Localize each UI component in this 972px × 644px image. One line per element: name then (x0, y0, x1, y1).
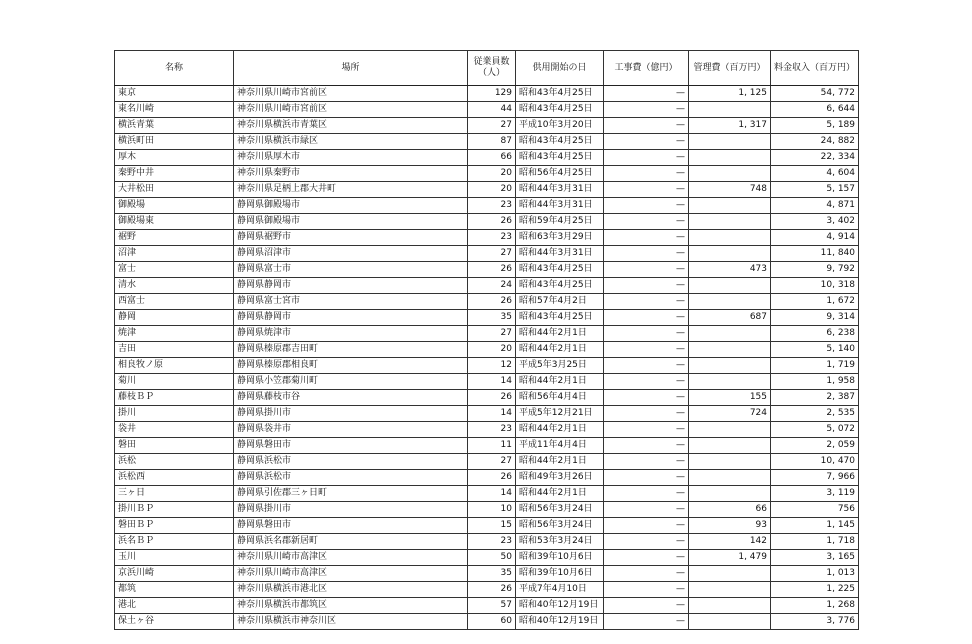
cell-construction-cost: — (604, 198, 689, 214)
cell-construction-cost: — (604, 294, 689, 310)
cell-location: 神奈川県横浜市青葉区 (234, 118, 468, 134)
cell-employees: 27 (468, 454, 516, 470)
cell-toll-revenue: 3, 402 (771, 214, 859, 230)
table-row (115, 230, 859, 246)
cell-name: 菊川 (115, 374, 234, 390)
cell-construction-cost: — (604, 502, 689, 518)
table-row (115, 182, 859, 198)
cell-location: 静岡県御殿場市 (234, 198, 468, 214)
cell-toll-revenue: 1, 145 (771, 518, 859, 534)
cell-management-cost (689, 582, 771, 598)
cell-location: 静岡県袋井市 (234, 422, 468, 438)
cell-opening-date: 平成5年3月25日 (516, 358, 604, 374)
cell-employees: 60 (468, 614, 516, 630)
cell-location: 神奈川県厚木市 (234, 150, 468, 166)
cell-opening-date: 昭和44年2月1日 (516, 342, 604, 358)
cell-name: 都筑 (115, 582, 234, 598)
cell-construction-cost: — (604, 230, 689, 246)
cell-opening-date: 昭和40年12月19日 (516, 598, 604, 614)
table-row (115, 342, 859, 358)
cell-construction-cost: — (604, 534, 689, 550)
cell-management-cost (689, 246, 771, 262)
table-row (115, 150, 859, 166)
table-row (115, 358, 859, 374)
cell-management-cost: 66 (689, 502, 771, 518)
cell-opening-date: 昭和43年4月25日 (516, 86, 604, 102)
cell-opening-date: 昭和56年3月24日 (516, 502, 604, 518)
cell-employees: 20 (468, 166, 516, 182)
cell-name: 富士 (115, 262, 234, 278)
cell-opening-date: 昭和63年3月29日 (516, 230, 604, 246)
cell-employees: 129 (468, 86, 516, 102)
cell-construction-cost: — (604, 358, 689, 374)
cell-name: 沼津 (115, 246, 234, 262)
cell-location: 神奈川県川崎市高津区 (234, 550, 468, 566)
cell-toll-revenue: 1, 672 (771, 294, 859, 310)
cell-name: 大井松田 (115, 182, 234, 198)
cell-management-cost (689, 166, 771, 182)
cell-employees: 14 (468, 486, 516, 502)
cell-toll-revenue: 3, 165 (771, 550, 859, 566)
table-row (115, 534, 859, 550)
cell-management-cost: 155 (689, 390, 771, 406)
cell-employees: 50 (468, 550, 516, 566)
cell-location: 神奈川県横浜市緑区 (234, 134, 468, 150)
cell-construction-cost: — (604, 134, 689, 150)
cell-construction-cost: — (604, 598, 689, 614)
cell-employees: 66 (468, 150, 516, 166)
table-row (115, 198, 859, 214)
cell-opening-date: 昭和57年4月2日 (516, 294, 604, 310)
table-row (115, 518, 859, 534)
cell-toll-revenue: 1, 268 (771, 598, 859, 614)
cell-construction-cost: — (604, 486, 689, 502)
cell-opening-date: 昭和53年3月24日 (516, 534, 604, 550)
cell-opening-date: 昭和40年12月19日 (516, 614, 604, 630)
cell-opening-date: 昭和56年4月25日 (516, 166, 604, 182)
cell-location: 神奈川県川崎市高津区 (234, 566, 468, 582)
cell-construction-cost: — (604, 118, 689, 134)
header-employees-unit: （人） (477, 68, 505, 78)
cell-management-cost (689, 294, 771, 310)
cell-construction-cost: — (604, 406, 689, 422)
cell-construction-cost: — (604, 214, 689, 230)
cell-employees: 11 (468, 438, 516, 454)
cell-name: 静岡 (115, 310, 234, 326)
cell-toll-revenue: 1, 719 (771, 358, 859, 374)
table-row (115, 566, 859, 582)
cell-management-cost (689, 486, 771, 502)
cell-location: 神奈川県横浜市都筑区 (234, 598, 468, 614)
cell-construction-cost: — (604, 438, 689, 454)
cell-toll-revenue: 9, 314 (771, 310, 859, 326)
cell-name: 横浜青葉 (115, 118, 234, 134)
cell-construction-cost: — (604, 278, 689, 294)
table-row (115, 550, 859, 566)
header-row (115, 51, 859, 86)
cell-construction-cost: — (604, 454, 689, 470)
cell-toll-revenue: 1, 718 (771, 534, 859, 550)
cell-location: 神奈川県川崎市宮前区 (234, 86, 468, 102)
cell-management-cost: 93 (689, 518, 771, 534)
cell-management-cost (689, 214, 771, 230)
cell-employees: 20 (468, 342, 516, 358)
cell-name: 西富士 (115, 294, 234, 310)
cell-employees: 26 (468, 390, 516, 406)
cell-management-cost (689, 566, 771, 582)
cell-toll-revenue: 5, 157 (771, 182, 859, 198)
cell-toll-revenue: 2, 059 (771, 438, 859, 454)
cell-construction-cost: — (604, 262, 689, 278)
cell-construction-cost: — (604, 166, 689, 182)
cell-location: 静岡県富士市 (234, 262, 468, 278)
cell-management-cost: 142 (689, 534, 771, 550)
header-employees (468, 51, 516, 86)
cell-toll-revenue: 10, 470 (771, 454, 859, 470)
cell-toll-revenue: 2, 535 (771, 406, 859, 422)
cell-location: 静岡県磐田市 (234, 438, 468, 454)
cell-construction-cost: — (604, 390, 689, 406)
cell-management-cost (689, 102, 771, 118)
cell-location: 静岡県引佐郡三ヶ日町 (234, 486, 468, 502)
table-row (115, 374, 859, 390)
cell-opening-date: 昭和43年4月25日 (516, 150, 604, 166)
cell-name: 秦野中井 (115, 166, 234, 182)
cell-location: 静岡県静岡市 (234, 310, 468, 326)
cell-management-cost: 724 (689, 406, 771, 422)
cell-toll-revenue: 3, 119 (771, 486, 859, 502)
cell-name: 相良牧ノ原 (115, 358, 234, 374)
cell-construction-cost: — (604, 550, 689, 566)
table-row (115, 582, 859, 598)
cell-construction-cost: — (604, 566, 689, 582)
cell-location: 静岡県榛原郡吉田町 (234, 342, 468, 358)
cell-toll-revenue: 5, 140 (771, 342, 859, 358)
cell-location: 静岡県裾野市 (234, 230, 468, 246)
cell-construction-cost: — (604, 326, 689, 342)
cell-employees: 23 (468, 198, 516, 214)
cell-name: 京浜川崎 (115, 566, 234, 582)
cell-opening-date: 昭和44年3月31日 (516, 246, 604, 262)
cell-employees: 44 (468, 102, 516, 118)
cell-employees: 26 (468, 262, 516, 278)
cell-construction-cost: — (604, 470, 689, 486)
table-row (115, 406, 859, 422)
cell-management-cost (689, 454, 771, 470)
cell-employees: 23 (468, 534, 516, 550)
cell-opening-date: 昭和44年2月1日 (516, 374, 604, 390)
cell-opening-date: 昭和59年4月25日 (516, 214, 604, 230)
cell-opening-date: 平成5年12月21日 (516, 406, 604, 422)
cell-location: 静岡県掛川市 (234, 502, 468, 518)
cell-toll-revenue: 7, 966 (771, 470, 859, 486)
cell-management-cost (689, 470, 771, 486)
cell-name: 東名川崎 (115, 102, 234, 118)
table-body (115, 86, 859, 630)
cell-location: 神奈川県足柄上郡大井町 (234, 182, 468, 198)
cell-management-cost (689, 358, 771, 374)
cell-construction-cost: — (604, 614, 689, 630)
cell-opening-date: 昭和49年3月26日 (516, 470, 604, 486)
table-row (115, 278, 859, 294)
cell-employees: 27 (468, 118, 516, 134)
cell-toll-revenue: 1, 013 (771, 566, 859, 582)
cell-construction-cost: — (604, 374, 689, 390)
cell-management-cost: 748 (689, 182, 771, 198)
table-row (115, 134, 859, 150)
cell-name: 御殿場 (115, 198, 234, 214)
table-row (115, 118, 859, 134)
cell-name: 掛川ＢＰ (115, 502, 234, 518)
cell-name: 東京 (115, 86, 234, 102)
cell-name: 御殿場東 (115, 214, 234, 230)
cell-location: 静岡県榛原郡相良町 (234, 358, 468, 374)
cell-toll-revenue: 22, 334 (771, 150, 859, 166)
cell-name: 港北 (115, 598, 234, 614)
cell-opening-date: 昭和44年2月1日 (516, 486, 604, 502)
cell-name: 保土ヶ谷 (115, 614, 234, 630)
cell-name: 三ヶ日 (115, 486, 234, 502)
cell-name: 袋井 (115, 422, 234, 438)
cell-opening-date: 昭和56年4月4日 (516, 390, 604, 406)
table-row (115, 614, 859, 630)
cell-opening-date: 昭和39年10月6日 (516, 566, 604, 582)
cell-toll-revenue: 4, 871 (771, 198, 859, 214)
cell-construction-cost: — (604, 86, 689, 102)
cell-location: 静岡県浜松市 (234, 454, 468, 470)
cell-location: 静岡県御殿場市 (234, 214, 468, 230)
cell-toll-revenue: 6, 644 (771, 102, 859, 118)
table-row (115, 166, 859, 182)
cell-management-cost (689, 326, 771, 342)
cell-employees: 14 (468, 406, 516, 422)
header-toll-revenue: 料金収入（百万円） (771, 51, 859, 86)
cell-employees: 20 (468, 182, 516, 198)
cell-construction-cost: — (604, 342, 689, 358)
cell-name: 磐田ＢＰ (115, 518, 234, 534)
cell-location: 神奈川県川崎市宮前区 (234, 102, 468, 118)
cell-employees: 23 (468, 422, 516, 438)
cell-construction-cost: — (604, 582, 689, 598)
cell-construction-cost: — (604, 422, 689, 438)
table-row (115, 262, 859, 278)
cell-name: 浜松西 (115, 470, 234, 486)
cell-name: 磐田 (115, 438, 234, 454)
table-row (115, 486, 859, 502)
cell-name: 浜名ＢＰ (115, 534, 234, 550)
cell-toll-revenue: 10, 318 (771, 278, 859, 294)
cell-name: 浜松 (115, 454, 234, 470)
cell-name: 清水 (115, 278, 234, 294)
cell-opening-date: 昭和43年4月25日 (516, 262, 604, 278)
cell-employees: 57 (468, 598, 516, 614)
cell-name: 掛川 (115, 406, 234, 422)
cell-opening-date: 昭和44年2月1日 (516, 326, 604, 342)
cell-management-cost: 1, 317 (689, 118, 771, 134)
cell-opening-date: 昭和43年4月25日 (516, 278, 604, 294)
header-employees-label: 従業員数 (473, 57, 510, 67)
cell-management-cost (689, 278, 771, 294)
cell-toll-revenue: 756 (771, 502, 859, 518)
cell-location: 静岡県磐田市 (234, 518, 468, 534)
cell-construction-cost: — (604, 310, 689, 326)
cell-opening-date: 昭和43年4月25日 (516, 310, 604, 326)
cell-management-cost (689, 150, 771, 166)
cell-toll-revenue: 11, 840 (771, 246, 859, 262)
cell-opening-date: 平成11年4月4日 (516, 438, 604, 454)
cell-employees: 27 (468, 326, 516, 342)
header-opening-date: 供用開始の日 (516, 51, 604, 86)
cell-opening-date: 昭和56年3月24日 (516, 518, 604, 534)
cell-toll-revenue: 6, 238 (771, 326, 859, 342)
cell-opening-date: 昭和39年10月6日 (516, 550, 604, 566)
cell-employees: 87 (468, 134, 516, 150)
cell-employees: 24 (468, 278, 516, 294)
table-row (115, 502, 859, 518)
cell-opening-date: 昭和43年4月25日 (516, 102, 604, 118)
cell-toll-revenue: 4, 914 (771, 230, 859, 246)
table-row (115, 102, 859, 118)
cell-construction-cost: — (604, 182, 689, 198)
cell-location: 神奈川県秦野市 (234, 166, 468, 182)
cell-location: 静岡県焼津市 (234, 326, 468, 342)
cell-employees: 35 (468, 310, 516, 326)
cell-location: 静岡県富士宮市 (234, 294, 468, 310)
cell-construction-cost: — (604, 246, 689, 262)
cell-name: 吉田 (115, 342, 234, 358)
cell-toll-revenue: 24, 882 (771, 134, 859, 150)
cell-location: 静岡県藤枝市谷 (234, 390, 468, 406)
cell-employees: 26 (468, 214, 516, 230)
cell-management-cost (689, 438, 771, 454)
cell-location: 静岡県小笠郡菊川町 (234, 374, 468, 390)
cell-management-cost (689, 422, 771, 438)
cell-name: 横浜町田 (115, 134, 234, 150)
cell-toll-revenue: 5, 189 (771, 118, 859, 134)
cell-employees: 27 (468, 246, 516, 262)
table-row (115, 422, 859, 438)
cell-location: 神奈川県横浜市神奈川区 (234, 614, 468, 630)
cell-opening-date: 昭和44年2月1日 (516, 422, 604, 438)
table-row (115, 214, 859, 230)
cell-employees: 26 (468, 294, 516, 310)
cell-toll-revenue: 2, 387 (771, 390, 859, 406)
cell-location: 静岡県浜名郡新居町 (234, 534, 468, 550)
cell-construction-cost: — (604, 150, 689, 166)
cell-location: 静岡県沼津市 (234, 246, 468, 262)
cell-toll-revenue: 4, 604 (771, 166, 859, 182)
table-row (115, 454, 859, 470)
cell-employees: 26 (468, 470, 516, 486)
cell-toll-revenue: 54, 772 (771, 86, 859, 102)
cell-opening-date: 平成10年3月20日 (516, 118, 604, 134)
cell-management-cost: 687 (689, 310, 771, 326)
header-location: 場所 (234, 51, 468, 86)
table-row (115, 326, 859, 342)
cell-name: 厚木 (115, 150, 234, 166)
table-row (115, 598, 859, 614)
cell-location: 神奈川県横浜市港北区 (234, 582, 468, 598)
cell-opening-date: 昭和43年4月25日 (516, 134, 604, 150)
toll-office-table (114, 50, 859, 630)
cell-management-cost: 1, 125 (689, 86, 771, 102)
cell-employees: 12 (468, 358, 516, 374)
cell-toll-revenue: 3, 776 (771, 614, 859, 630)
cell-toll-revenue: 9, 792 (771, 262, 859, 278)
cell-location: 静岡県掛川市 (234, 406, 468, 422)
table-row (115, 390, 859, 406)
cell-management-cost: 473 (689, 262, 771, 278)
cell-management-cost (689, 230, 771, 246)
cell-construction-cost: — (604, 518, 689, 534)
cell-name: 焼津 (115, 326, 234, 342)
cell-management-cost (689, 342, 771, 358)
cell-toll-revenue: 5, 072 (771, 422, 859, 438)
cell-employees: 35 (468, 566, 516, 582)
cell-employees: 14 (468, 374, 516, 390)
header-construction-cost: 工事費（億円） (604, 51, 689, 86)
cell-name: 藤枝ＢＰ (115, 390, 234, 406)
table-row (115, 310, 859, 326)
header-name: 名称 (115, 51, 234, 86)
cell-employees: 10 (468, 502, 516, 518)
table-row (115, 470, 859, 486)
table-row (115, 246, 859, 262)
cell-management-cost (689, 374, 771, 390)
cell-opening-date: 平成7年4月10日 (516, 582, 604, 598)
cell-management-cost (689, 614, 771, 630)
cell-employees: 15 (468, 518, 516, 534)
cell-location: 静岡県浜松市 (234, 470, 468, 486)
cell-employees: 26 (468, 582, 516, 598)
cell-opening-date: 昭和44年3月31日 (516, 182, 604, 198)
cell-management-cost (689, 134, 771, 150)
cell-management-cost: 1, 479 (689, 550, 771, 566)
cell-construction-cost: — (604, 102, 689, 118)
cell-management-cost (689, 598, 771, 614)
cell-name: 裾野 (115, 230, 234, 246)
cell-opening-date: 昭和44年3月31日 (516, 198, 604, 214)
table-row (115, 438, 859, 454)
cell-management-cost (689, 198, 771, 214)
table-row (115, 86, 859, 102)
table-row (115, 294, 859, 310)
cell-location: 静岡県静岡市 (234, 278, 468, 294)
cell-toll-revenue: 1, 958 (771, 374, 859, 390)
cell-opening-date: 昭和44年2月1日 (516, 454, 604, 470)
cell-employees: 23 (468, 230, 516, 246)
cell-toll-revenue: 1, 225 (771, 582, 859, 598)
header-management-cost: 管理費（百万円） (689, 51, 771, 86)
cell-name: 玉川 (115, 550, 234, 566)
